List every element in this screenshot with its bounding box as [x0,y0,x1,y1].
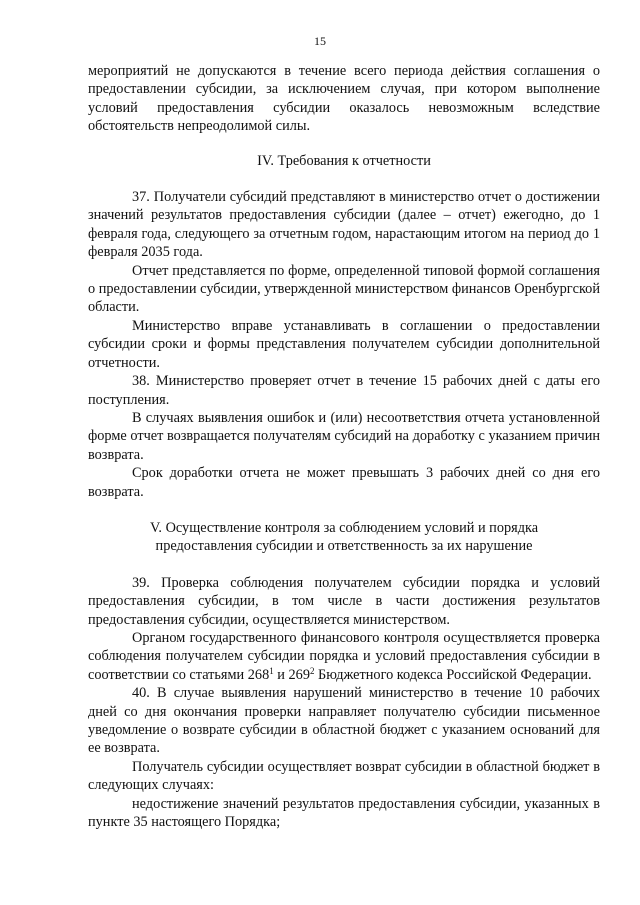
financial-control-text-3: Бюджетного кодекса Российской Федерации. [314,666,592,683]
section-heading-v-line2: предоставления субсидии и ответственность за их нарушение [155,538,533,555]
document-body [88,62,600,831]
paragraph-continuation: мероприятий не допускаются в течение всего периода действия соглашения о предоставлении субсидии, за исключением случая, при котором выполнение условий предоставления субсидии оказалось невозможным вследствие обстоятельств непреодолимой силы. [88,63,600,135]
paragraph-38: 38. Министерство проверяет отчет в течение 15 рабочих дней с даты его поступления. [88,373,600,408]
paragraph-additional-reporting: Министерство вправе устанавливать в соглашении о предоставлении субсидии сроки и формы представления получателем субсидии дополнительной отчетности. [88,317,600,371]
section-heading-v [88,519,600,556]
article-268-superscript: 1 [269,665,274,676]
paragraph-40: 40. В случае выявления нарушений министерство в течение 10 рабочих дней со дня окончания проверки направляет получателю субсидии письменное уведомление о возврате субсидии в областной бюджет с указанием оснований для ее возврата. [88,685,600,757]
paragraph-revision-term: Срок доработки отчета не может превышать 3 рабочих дней со дня его возврата. [88,465,600,500]
paragraph-report-form: Отчет представляется по форме, определенной типовой формой соглашения о предоставлении субсидии, утвержденной министерством финансов Оренбургской области. [88,262,600,316]
paragraph-financial-control [88,629,600,684]
paragraph-errors: В случаях выявления ошибок и (или) несоответствия отчета установленной форме отчет возвращается получателям субсидий на доработку с указанием причин возврата. [88,409,600,463]
section-heading-iv: IV. Требования к отчетности [257,152,431,169]
section-heading-v-line1: V. Осуществление контроля за соблюдением условий и порядка [149,519,539,536]
page-number: 15 [314,34,326,48]
paragraph-39: 39. Проверка соблюдения получателем субсидии порядка и условий предоставления субсидии, в том числе в части достижения результатов предоставления субсидии, осуществляется министерством. [88,574,600,628]
financial-control-text-2: и 269 [273,666,310,683]
financial-control-text-1: Органом государственного финансового контроля осуществляется проверка соблюдения получателем субсидии порядка и условий предоставления субсидии в соответствии со статьями 268 [88,629,600,683]
paragraph-37: 37. Получатели субсидий представляют в министерство отчет о достижении значений результатов предоставления субсидии (далее – отчет) ежегодно, до 1 февраля года, следующего за отчетным годом, нарастающим итогом на период до 1 февраля 2035 года. [88,189,600,261]
paragraph-non-achievement: недостижение значений результатов предоставления субсидии, указанных в пункте 35 настоящего Порядка; [88,795,600,831]
article-269-superscript: 2 [309,665,315,676]
paragraph-return-cases: Получатель субсидии осуществляет возврат субсидии в областной бюджет в следующих случаях: [88,758,600,794]
